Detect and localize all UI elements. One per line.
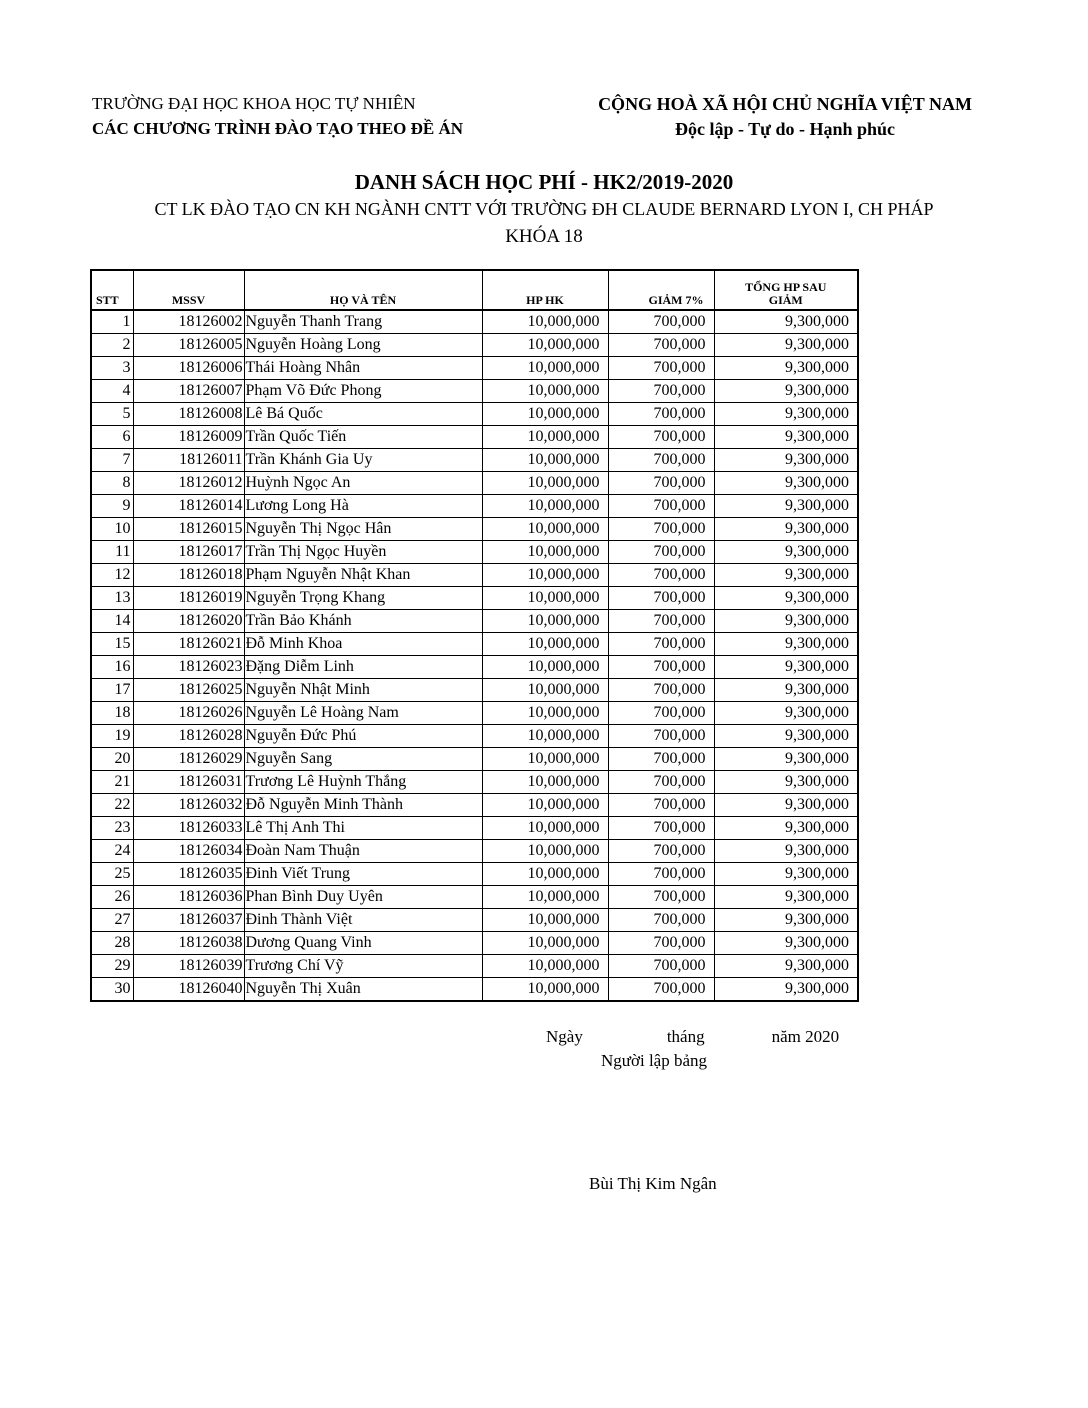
cell-discount: 700,000 — [608, 863, 714, 886]
cell-mssv: 18126025 — [133, 679, 244, 702]
table-row — [91, 541, 858, 564]
cell-discount: 700,000 — [608, 679, 714, 702]
table-row — [91, 518, 858, 541]
cell-name: Nguyễn Trọng Khang — [244, 587, 482, 610]
table-row — [91, 656, 858, 679]
table-row — [91, 380, 858, 403]
cell-name: Nguyễn Thanh Trang — [244, 310, 482, 334]
cell-fee: 10,000,000 — [482, 310, 608, 334]
cell-fee: 10,000,000 — [482, 725, 608, 748]
cell-stt: 17 — [91, 679, 133, 702]
cell-stt: 26 — [91, 886, 133, 909]
country-name: CỘNG HOÀ XÃ HỘI CHỦ NGHĨA VIỆT NAM — [598, 94, 972, 114]
cell-total: 9,300,000 — [714, 633, 858, 656]
table-header-row — [91, 270, 858, 310]
cell-total: 9,300,000 — [714, 679, 858, 702]
table-row — [91, 863, 858, 886]
cell-mssv: 18126006 — [133, 357, 244, 380]
cell-total: 9,300,000 — [714, 518, 858, 541]
cell-total: 9,300,000 — [714, 403, 858, 426]
cell-discount: 700,000 — [608, 794, 714, 817]
cell-name: Nguyễn Lê Hoàng Nam — [244, 702, 482, 725]
cell-mssv: 18126020 — [133, 610, 244, 633]
cell-name: Nguyễn Đức Phú — [244, 725, 482, 748]
cell-name: Trần Khánh Gia Uy — [244, 449, 482, 472]
table-row — [91, 633, 858, 656]
cell-fee: 10,000,000 — [482, 610, 608, 633]
table-row — [91, 679, 858, 702]
cell-stt: 21 — [91, 771, 133, 794]
cell-mssv: 18126028 — [133, 725, 244, 748]
cell-discount: 700,000 — [608, 932, 714, 955]
course-label: KHÓA 18 — [505, 226, 583, 247]
cell-total: 9,300,000 — [714, 495, 858, 518]
cell-name: Đỗ Minh Khoa — [244, 633, 482, 656]
cell-mssv: 18126031 — [133, 771, 244, 794]
cell-fee: 10,000,000 — [482, 472, 608, 495]
cell-fee: 10,000,000 — [482, 380, 608, 403]
cell-name: Đoàn Nam Thuận — [244, 840, 482, 863]
table-row — [91, 771, 858, 794]
cell-fee: 10,000,000 — [482, 840, 608, 863]
cell-discount: 700,000 — [608, 909, 714, 932]
cell-stt: 9 — [91, 495, 133, 518]
cell-mssv: 18126014 — [133, 495, 244, 518]
cell-stt: 18 — [91, 702, 133, 725]
cell-mssv: 18126023 — [133, 656, 244, 679]
cell-discount: 700,000 — [608, 310, 714, 334]
year-label: năm 2020 — [771, 1027, 840, 1046]
cell-fee: 10,000,000 — [482, 978, 608, 1002]
cell-stt: 2 — [91, 334, 133, 357]
column-header-total-label: TỔNG HP SAU GIẢM — [745, 280, 827, 307]
cell-total: 9,300,000 — [714, 541, 858, 564]
cell-stt: 29 — [91, 955, 133, 978]
column-header-name: HỌ VÀ TÊN — [244, 270, 482, 310]
cell-discount: 700,000 — [608, 472, 714, 495]
table-row — [91, 725, 858, 748]
table-row — [91, 932, 858, 955]
table-row — [91, 886, 858, 909]
cell-fee: 10,000,000 — [482, 334, 608, 357]
cell-total: 9,300,000 — [714, 310, 858, 334]
cell-total: 9,300,000 — [714, 863, 858, 886]
cell-mssv: 18126040 — [133, 978, 244, 1002]
cell-name: Phạm Nguyễn Nhật Khan — [244, 564, 482, 587]
cell-total: 9,300,000 — [714, 702, 858, 725]
signer-name: Bùi Thị Kim Ngân — [589, 1174, 717, 1193]
document-title: DANH SÁCH HỌC PHÍ - HK2/2019-2020 — [354, 170, 734, 194]
table-row — [91, 426, 858, 449]
cell-name: Trần Thị Ngọc Huyền — [244, 541, 482, 564]
cell-stt: 1 — [91, 310, 133, 334]
cell-mssv: 18126017 — [133, 541, 244, 564]
table-row — [91, 334, 858, 357]
column-header-stt: STT — [91, 270, 133, 310]
cell-stt: 28 — [91, 932, 133, 955]
day-label: Ngày — [546, 1027, 583, 1046]
cell-fee: 10,000,000 — [482, 817, 608, 840]
cell-discount: 700,000 — [608, 518, 714, 541]
cell-fee: 10,000,000 — [482, 518, 608, 541]
cell-fee: 10,000,000 — [482, 357, 608, 380]
cell-fee: 10,000,000 — [482, 495, 608, 518]
cell-total: 9,300,000 — [714, 771, 858, 794]
cell-discount: 700,000 — [608, 449, 714, 472]
table-row — [91, 748, 858, 771]
table-row — [91, 357, 858, 380]
cell-mssv: 18126019 — [133, 587, 244, 610]
cell-name: Phạm Võ Đức Phong — [244, 380, 482, 403]
cell-stt: 11 — [91, 541, 133, 564]
table-row — [91, 495, 858, 518]
cell-total: 9,300,000 — [714, 380, 858, 403]
cell-stt: 3 — [91, 357, 133, 380]
cell-fee: 10,000,000 — [482, 748, 608, 771]
cell-discount: 700,000 — [608, 771, 714, 794]
table-row — [91, 449, 858, 472]
cell-discount: 700,000 — [608, 587, 714, 610]
cell-mssv: 18126009 — [133, 426, 244, 449]
cell-stt: 14 — [91, 610, 133, 633]
cell-stt: 6 — [91, 426, 133, 449]
cell-mssv: 18126034 — [133, 840, 244, 863]
cell-name: Nguyễn Nhật Minh — [244, 679, 482, 702]
cell-fee: 10,000,000 — [482, 771, 608, 794]
cell-fee: 10,000,000 — [482, 702, 608, 725]
cell-fee: 10,000,000 — [482, 403, 608, 426]
cell-total: 9,300,000 — [714, 886, 858, 909]
cell-fee: 10,000,000 — [482, 426, 608, 449]
cell-stt: 7 — [91, 449, 133, 472]
cell-total: 9,300,000 — [714, 748, 858, 771]
cell-discount: 700,000 — [608, 978, 714, 1002]
month-label: tháng — [666, 1027, 705, 1046]
column-header-mssv: MSSV — [133, 270, 244, 310]
cell-stt: 16 — [91, 656, 133, 679]
cell-stt: 23 — [91, 817, 133, 840]
cell-discount: 700,000 — [608, 495, 714, 518]
cell-discount: 700,000 — [608, 817, 714, 840]
cell-stt: 27 — [91, 909, 133, 932]
cell-stt: 22 — [91, 794, 133, 817]
cell-name: Trần Quốc Tiến — [244, 426, 482, 449]
cell-mssv: 18126012 — [133, 472, 244, 495]
date-line — [546, 1027, 839, 1047]
cell-total: 9,300,000 — [714, 840, 858, 863]
header-right — [565, 92, 1005, 142]
cell-fee: 10,000,000 — [482, 863, 608, 886]
cell-discount: 700,000 — [608, 748, 714, 771]
cell-stt: 10 — [91, 518, 133, 541]
program-name: CÁC CHƯƠNG TRÌNH ĐÀO TẠO THEO ĐỀ ÁN — [92, 119, 464, 138]
university-name: TRƯỜNG ĐẠI HỌC KHOA HỌC TỰ NHIÊN — [92, 94, 416, 113]
cell-mssv: 18126039 — [133, 955, 244, 978]
cell-mssv: 18126015 — [133, 518, 244, 541]
cell-stt: 5 — [91, 403, 133, 426]
cell-stt: 15 — [91, 633, 133, 656]
cell-mssv: 18126002 — [133, 310, 244, 334]
cell-fee: 10,000,000 — [482, 794, 608, 817]
document-subtitle: CT LK ĐÀO TẠO CN KH NGÀNH CNTT VỚI TRƯỜNG ĐH CLAUDE BERNARD LYON I, CH PHÁP — [154, 199, 934, 219]
table-row — [91, 564, 858, 587]
cell-fee: 10,000,000 — [482, 587, 608, 610]
header-left — [92, 92, 532, 142]
cell-mssv: 18126005 — [133, 334, 244, 357]
cell-mssv: 18126032 — [133, 794, 244, 817]
cell-fee: 10,000,000 — [482, 656, 608, 679]
cell-total: 9,300,000 — [714, 909, 858, 932]
cell-name: Nguyễn Thị Xuân — [244, 978, 482, 1002]
cell-stt: 19 — [91, 725, 133, 748]
table-row — [91, 909, 858, 932]
cell-name: Nguyễn Sang — [244, 748, 482, 771]
cell-stt: 24 — [91, 840, 133, 863]
cell-total: 9,300,000 — [714, 610, 858, 633]
cell-fee: 10,000,000 — [482, 633, 608, 656]
table-row — [91, 978, 858, 1002]
cell-total: 9,300,000 — [714, 564, 858, 587]
cell-name: Đinh Viết Trung — [244, 863, 482, 886]
cell-name: Dương Quang Vinh — [244, 932, 482, 955]
cell-discount: 700,000 — [608, 633, 714, 656]
table-row — [91, 403, 858, 426]
cell-fee: 10,000,000 — [482, 541, 608, 564]
cell-stt: 13 — [91, 587, 133, 610]
cell-name: Đặng Diễm Linh — [244, 656, 482, 679]
national-motto: Độc lập - Tự do - Hạnh phúc — [674, 119, 896, 139]
cell-stt: 20 — [91, 748, 133, 771]
cell-fee: 10,000,000 — [482, 564, 608, 587]
cell-total: 9,300,000 — [714, 932, 858, 955]
cell-fee: 10,000,000 — [482, 449, 608, 472]
cell-total: 9,300,000 — [714, 955, 858, 978]
cell-mssv: 18126037 — [133, 909, 244, 932]
cell-total: 9,300,000 — [714, 794, 858, 817]
cell-total: 9,300,000 — [714, 334, 858, 357]
cell-mssv: 18126018 — [133, 564, 244, 587]
cell-fee: 10,000,000 — [482, 955, 608, 978]
cell-mssv: 18126029 — [133, 748, 244, 771]
table-row — [91, 817, 858, 840]
cell-discount: 700,000 — [608, 725, 714, 748]
cell-discount: 700,000 — [608, 564, 714, 587]
cell-discount: 700,000 — [608, 656, 714, 679]
cell-total: 9,300,000 — [714, 426, 858, 449]
cell-stt: 4 — [91, 380, 133, 403]
cell-discount: 700,000 — [608, 541, 714, 564]
cell-discount: 700,000 — [608, 840, 714, 863]
tuition-table — [90, 269, 859, 1002]
cell-name: Phan Bình Duy Uyên — [244, 886, 482, 909]
cell-stt: 12 — [91, 564, 133, 587]
cell-mssv: 18126021 — [133, 633, 244, 656]
cell-total: 9,300,000 — [714, 817, 858, 840]
cell-name: Lương Long Hà — [244, 495, 482, 518]
table-row — [91, 702, 858, 725]
cell-name: Trương Lê Huỳnh Thắng — [244, 771, 482, 794]
cell-mssv: 18126008 — [133, 403, 244, 426]
column-header-discount: GIẢM 7% — [608, 270, 714, 310]
cell-mssv: 18126033 — [133, 817, 244, 840]
cell-name: Huỳnh Ngọc An — [244, 472, 482, 495]
cell-discount: 700,000 — [608, 357, 714, 380]
cell-discount: 700,000 — [608, 610, 714, 633]
cell-stt: 25 — [91, 863, 133, 886]
cell-name: Đỗ Nguyễn Minh Thành — [244, 794, 482, 817]
cell-mssv: 18126035 — [133, 863, 244, 886]
cell-mssv: 18126007 — [133, 380, 244, 403]
cell-stt: 8 — [91, 472, 133, 495]
cell-discount: 700,000 — [608, 702, 714, 725]
cell-fee: 10,000,000 — [482, 679, 608, 702]
cell-total: 9,300,000 — [714, 449, 858, 472]
table-row — [91, 472, 858, 495]
maker-label: Người lập bảng — [601, 1051, 708, 1070]
table-row — [91, 840, 858, 863]
cell-mssv: 18126038 — [133, 932, 244, 955]
cell-stt: 30 — [91, 978, 133, 1002]
column-header-fee: HP HK — [482, 270, 608, 310]
cell-fee: 10,000,000 — [482, 932, 608, 955]
cell-discount: 700,000 — [608, 380, 714, 403]
cell-name: Nguyễn Thị Ngọc Hân — [244, 518, 482, 541]
cell-total: 9,300,000 — [714, 656, 858, 679]
cell-name: Lê Bá Quốc — [244, 403, 482, 426]
cell-total: 9,300,000 — [714, 978, 858, 1002]
cell-name: Nguyễn Hoàng Long — [244, 334, 482, 357]
table-body — [91, 310, 858, 1001]
cell-total: 9,300,000 — [714, 587, 858, 610]
cell-name: Trần Bảo Khánh — [244, 610, 482, 633]
cell-total: 9,300,000 — [714, 357, 858, 380]
cell-fee: 10,000,000 — [482, 886, 608, 909]
cell-total: 9,300,000 — [714, 472, 858, 495]
cell-total: 9,300,000 — [714, 725, 858, 748]
cell-fee: 10,000,000 — [482, 909, 608, 932]
cell-mssv: 18126036 — [133, 886, 244, 909]
table-row — [91, 610, 858, 633]
cell-discount: 700,000 — [608, 403, 714, 426]
cell-mssv: 18126011 — [133, 449, 244, 472]
column-header-total — [714, 270, 858, 310]
cell-name: Trương Chí Vỹ — [244, 955, 482, 978]
table-row — [91, 794, 858, 817]
cell-name: Lê Thị Anh Thi — [244, 817, 482, 840]
cell-name: Thái Hoàng Nhân — [244, 357, 482, 380]
cell-mssv: 18126026 — [133, 702, 244, 725]
cell-discount: 700,000 — [608, 886, 714, 909]
cell-name: Đinh Thành Việt — [244, 909, 482, 932]
cell-discount: 700,000 — [608, 334, 714, 357]
cell-discount: 700,000 — [608, 955, 714, 978]
table-row — [91, 955, 858, 978]
cell-discount: 700,000 — [608, 426, 714, 449]
table-row — [91, 310, 858, 334]
table-row — [91, 587, 858, 610]
